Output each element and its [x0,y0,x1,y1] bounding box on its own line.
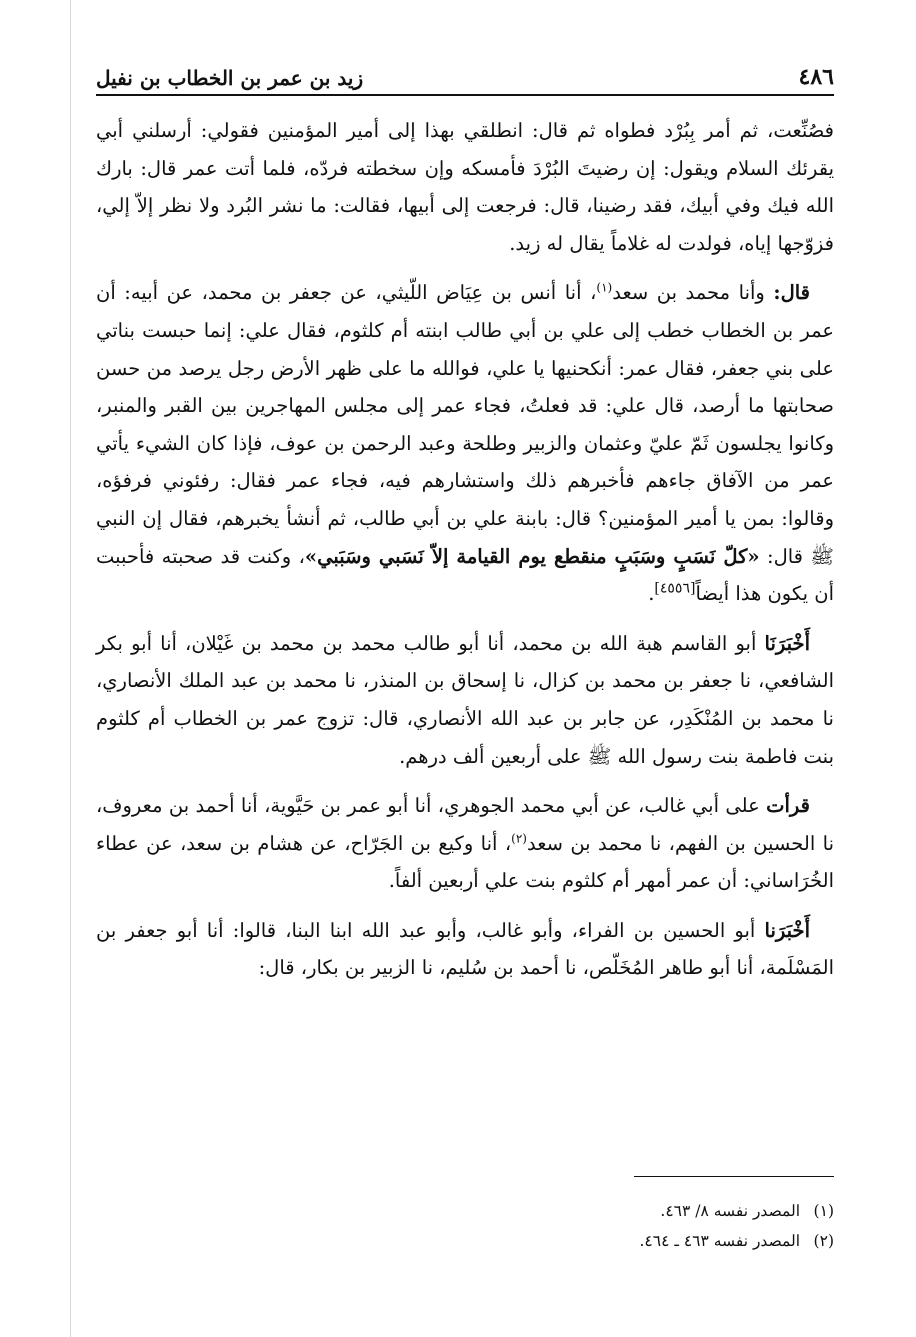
footnote-1-number: (١) [813,1202,834,1220]
gutter-line [70,0,71,1337]
paragraph-5-text: أبو الحسين بن الفراء، وأبو غالب، وأبو عبد الله ابنا البنا، قالوا: أنا أبو جعفر بن المَسْلَمة، أنا أبو طاهر المُخَلّص، نا أحمد بن سُليم، نا الزبير بن بكار، قال: [96,918,834,980]
paragraph-5-lead: أَخْبَرَنا [764,918,810,942]
paragraph-1-text: فصُنِّعت، ثم أمر بِبُرْد فطواه ثم قال: انطلقي بهذا إلى أمير المؤمنين فقولي: أرسلني أبي يقرئك السلام ويقول: إن رضيتَ البُرْدَ فأمسكه وإن سخطته فردّه، فلما أتت عمر قال: بارك الله فيك وفي أبيك، فقد رضينا، قال: فرجعت إلى أبيها، فقالت: ما نشر البُرد ولا نظر إلاّ إلي، فزوّجها إياه، فولدت له غلاماً يقال له زيد. [96,119,834,255]
footnote-1-text: المصدر نفسه ٨/ ٤٦٣. [660,1202,800,1220]
paragraph-2 [96,274,834,612]
paragraph-5 [96,912,834,987]
paragraph-2-end: . [648,582,655,606]
footnote-divider [634,1176,834,1177]
paragraph-2-text-b: ، أنا أنس بن عِيَاض اللّيثي، عن جعفر بن محمد، عن أبيه: أن عمر بن الخطاب خطب إلى علي بن أبي طالب ابنته أم كلثوم، فقال علي: إنما حبست بناتي على بني جعفر، فقال عمر: أنكحنيها يا علي، فوالله ما على ظهر الأرض رجل يرصد من حسن صحابتها ما أرصد، قال علي: قد فعلتُ، فجاء عمر إلى مجلس المهاجرين بين القبر والمنبر، وكانوا يجلسون ثَمّ عليّ وعثمان والزبير وطلحة وعبد الرحمن بن عوف، فإذا كان الشيء يأتي عمر من الآفاق جاءهم فأخبرهم ذلك واستشارهم فيه، فجاء عمر فقال: رفئوني فرفؤه، وقالوا: بمن يا أمير المؤمنين؟ قال: بابنة علي بن أبي طالب، ثم أنشأ يخبرهم، فقال إن النبي ﷺ قال: [96,281,834,568]
hadith-quote: «كلّ نَسَبٍ وسَبَبٍ منقطع يوم القيامة إلاّ نَسَبي وسَبَبي» [304,544,760,568]
hadith-reference-number: [٤٥٥٦] [654,580,696,597]
footnote-2 [334,1226,834,1256]
paragraph-4 [96,787,834,900]
paragraph-4-lead: قرأت [766,794,810,818]
footnote-marker-2[interactable]: (٢) [511,831,527,846]
paragraph-3-lead: أَخْبَرَنَا [764,631,810,655]
paragraph-1 [96,112,834,262]
running-title: زيد بن عمر بن الخطاب بن نفيل [96,66,364,90]
paragraph-3 [96,625,834,775]
footnote-1 [334,1196,834,1226]
footnote-marker-1[interactable]: (١) [596,280,613,295]
running-header [96,52,834,96]
paragraph-2-lead: قال: [773,281,811,305]
paragraph-3-text: أبو القاسم هبة الله بن محمد، أنا أبو طالب محمد بن محمد بن غَيْلان، أنا أبو بكر الشافعي، نا جعفر بن محمد بن كزال، نا إسحاق بن المنذر، نا محمد بن عبد الملك الأنصاري، نا محمد بن المُنْكَدِر، عن جابر بن عبد الله الأنصاري، قال: تزوج عمر بن الخطاب أم كلثوم بنت فاطمة بنت رسول الله ﷺ على أربعين ألف درهم. [96,631,834,768]
paragraph-4-text-a: على أبي غالب، عن أبي محمد الجوهري، أنا أبو عمر بن حَيَّوية، أنا أحمد بن معروف، نا الحسين بن الفهم، نا محمد بن سعد [96,794,835,855]
main-text [96,112,834,999]
footnotes [334,1196,834,1256]
footnote-2-text: المصدر نفسه ٤٦٣ ـ ٤٦٤. [639,1232,800,1250]
page-number: ٤٨٦ [798,64,834,90]
paragraph-2-text-a: وأنا محمد بن سعد [612,281,774,305]
paragraph-2-text-c: ، وكنت قد صحبته فأحببت أن يكون هذا أيضاً [96,544,834,606]
paragraph-4-text-b: ، أنا وكيع بن الجَرّاح، عن هشام بن سعد، عن عطاء الخُرَاساني: أن عمر أمهر أم كلثوم بنت علي أربعين ألفاً. [96,831,834,893]
footnote-2-number: (٢) [813,1232,834,1250]
